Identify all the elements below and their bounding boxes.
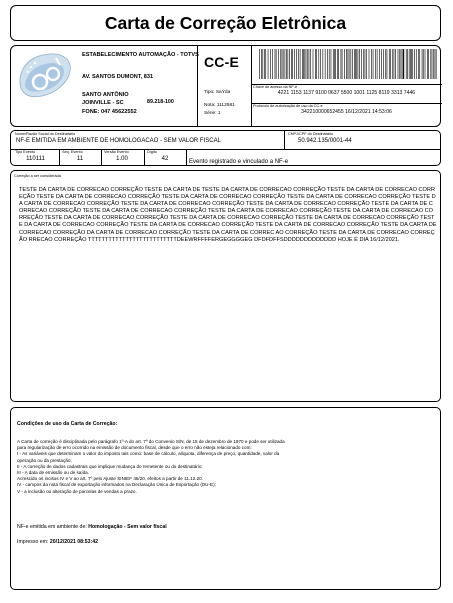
condicoes-box — [10, 407, 441, 590]
emitente-address: AV. SANTOS DUMONT, 831 — [82, 74, 154, 80]
seq-evento-label: Seq. Evento — [62, 150, 83, 154]
serie-label: Série: — [204, 111, 217, 116]
nota-value: 1112581 — [216, 103, 235, 108]
condicoes-line: II - A correção de dados cadastrais que implique mudança do remetente ou do destinatário; — [17, 463, 203, 469]
title-box — [10, 5, 441, 41]
ambiente-line — [17, 524, 167, 530]
destinatario-nome-label: Nome/Razão Social do Destinatário — [15, 132, 76, 136]
emitente-cidade: JOINVILLE - SC — [82, 100, 124, 106]
tipo-evento-cell — [13, 150, 58, 163]
condicoes-line: IV - campos da nota fiscal de exportação informados na Declaração Única de Exportação (DU-E); — [17, 482, 216, 488]
destinatario-nome-value: NF-E EMITIDA EM AMBIENTE DE HOMOLOGACAO - SEM VALOR FISCAL — [16, 138, 221, 144]
cell-divider — [186, 149, 187, 165]
nota-label: Nota: — [204, 103, 216, 108]
correcao-label: Correção a ser considerada — [14, 174, 61, 178]
serie-value: 1 — [217, 111, 221, 116]
cce-document — [5, 5, 448, 598]
condicoes-line: operação ou da prestação; — [17, 457, 72, 463]
condicoes-line: Acrescido os incisos IV e V ao art. 7º pelo Ajuste SINIEF 45/20, efeitos a partir de 11.12.20. — [17, 476, 203, 482]
versao-evento-cell — [102, 150, 142, 163]
chave-acesso-box — [251, 84, 442, 104]
emitente-fone: FONE: 047 45622552 — [82, 109, 137, 115]
chave-label: Chave de acesso da NF-e — [253, 85, 298, 89]
emitente-name: ESTABELECIMENTO AUTOMAÇÃO - TOTVS — [82, 52, 199, 58]
condicoes-title: Condições de uso da Carta de Correção: — [17, 421, 118, 427]
correcao-box — [10, 170, 441, 402]
condicoes-line: V - a inclusão ou alteração de parcelas de vendas a prazo. — [17, 488, 137, 494]
condicoes-line: para regularização de erro ocorrido na emissão de documento fiscal, desde que o erro não esteja relacionado com: — [17, 445, 252, 451]
tipo-evento-label: Tipo Evento — [15, 150, 36, 154]
emitente-bairro: SANTO ANTÔNIO — [82, 92, 129, 98]
emitente-cep: 89.218-100 — [147, 99, 174, 105]
condicoes-text — [17, 439, 317, 495]
ambiente-value: Homologação - Sem valor fiscal — [88, 524, 167, 530]
header-divider — [197, 46, 198, 126]
protocolo-box — [251, 104, 442, 126]
tipo-field — [204, 90, 230, 95]
impresso-line — [17, 539, 98, 545]
impresso-label: Impresso em: — [17, 539, 49, 545]
versao-evento-label: Versão Evento — [104, 150, 129, 154]
correcao-text: TESTE DA CARTA DE CORRECAO CORREÇÃO TESTE DA CARTA DE TESTE DA CARTA DE CORRECAO CORREÇÃO TESTE DA CARTA DE CORRECAO CORREÇÃO TESTE DA CARTA DE CORRECAO CORREÇÃO TESTE DA CARTA DE CORRECAO CORREÇÃO TESTE DA CARTA DE CORRECAO CORREÇÃO TESTE DA CARTA DE CORRECAO CORREÇÃO TESTE DA CARTA DE CORRECAO CORREÇÃO TESTE DA CARTA DE CORRECAO CORREÇÃO TESTE DA CARTA DE CORRECAO CORREÇÃO TESTE DA CARTA DE CORRECAO CORREÇÃO TESTE DA CARTA DE CORRECAO CORREÇÃO TESTE DA CARTA DE CORRECAO CORREÇÃO TESTE DA CARTA DE CORRECAO CORREÇÃO TESTE DA CARTA DE CORRECAO CORREÇÃO TESTE DA CARTA DE CORRECAO CORREÇÃO TESTE DA CARTA DE CORRECAO CORREÇÃO TESTE DA CARTA DE CORRECAO CORREÇÃO TESTE DA CARTA DE CORRECAO CORREÇÃO TESTE DA CARTA DE CORRECAO CORREÇÃO DA CARTA DE CORRECAO CORREÇÃO TESTE DA CARTA DE CORREC AO CORREÇÃO TESTE DA CARTA DE CORRECAO CORREÇÃO RRECAO CORREÇÃO TTTTTTTTTTTTTTTTTTTTTTTTTTDEEWRFFFFERGEGGGGEG DFDFDFFSDDDDDDDDDDDDD HOJE É DIA 16/12/2021. — [19, 187, 437, 243]
cce-label: CC-E — [204, 54, 240, 70]
destinatario-nome-cell — [13, 132, 273, 145]
tipo-evento-value: 110111 — [26, 156, 45, 162]
header-block — [10, 45, 441, 127]
digito-label: Dígito — [147, 150, 157, 154]
ambiente-label: NF-e emitida em ambiente de: — [17, 524, 87, 530]
protocolo-value: 342210000652455 16/12/2021 14:53:06 — [301, 109, 392, 115]
impresso-value: 20/12/2021 08:53:42 — [49, 539, 99, 545]
destinatario-cnpj-label: CNPJ/CPF do Destinatário — [288, 132, 334, 136]
nota-field — [204, 103, 235, 108]
digito-cell — [145, 150, 185, 163]
evento-status-cell — [189, 158, 389, 166]
tipo-label: Tipo: — [204, 90, 215, 95]
barcode-image — [259, 49, 439, 79]
seq-evento-value: 11 — [76, 156, 84, 162]
condicoes-line: III - A data de emissão ou de saída. — [17, 470, 90, 476]
versao-evento-value: 1.00 — [116, 156, 128, 162]
condicoes-line: A Carta de correção é disciplinada pelo parágrafo 1º-A do art. 7º do Convenio S/N, de 15 de dezembro de 1970 e pode ser utilizada — [17, 439, 285, 444]
tipo-value: SaÝda — [215, 90, 231, 95]
protocolo-label: Protocolo de autorização de uso da CC-e — [253, 104, 323, 108]
destinatario-cnpj-value: 50.942.135/0001-44 — [298, 138, 352, 144]
seq-evento-cell — [60, 150, 100, 163]
nfe-logo-icon — [16, 49, 74, 103]
emitente-bairro-cidade — [82, 91, 129, 107]
condicoes-line: I - As variáveis que determinam o valor do imposto tais como: base de cálculo, alíquota, diferença de preço, quantidade, valor da — [17, 451, 280, 457]
serie-field — [204, 111, 221, 116]
evento-status-value: Evento registrado e vinculado a NF-e — [189, 159, 289, 165]
document-title: Carta de Correção Eletrônica — [104, 12, 347, 33]
chave-value: 4221 1153 1137 9100 0637 5500 1001 1125 8119 3313 7446 — [277, 90, 416, 96]
cell-divider — [284, 131, 285, 149]
destinatario-box — [10, 130, 441, 166]
digito-value: 42 — [161, 156, 169, 162]
destinatario-cnpj-cell — [286, 132, 436, 145]
